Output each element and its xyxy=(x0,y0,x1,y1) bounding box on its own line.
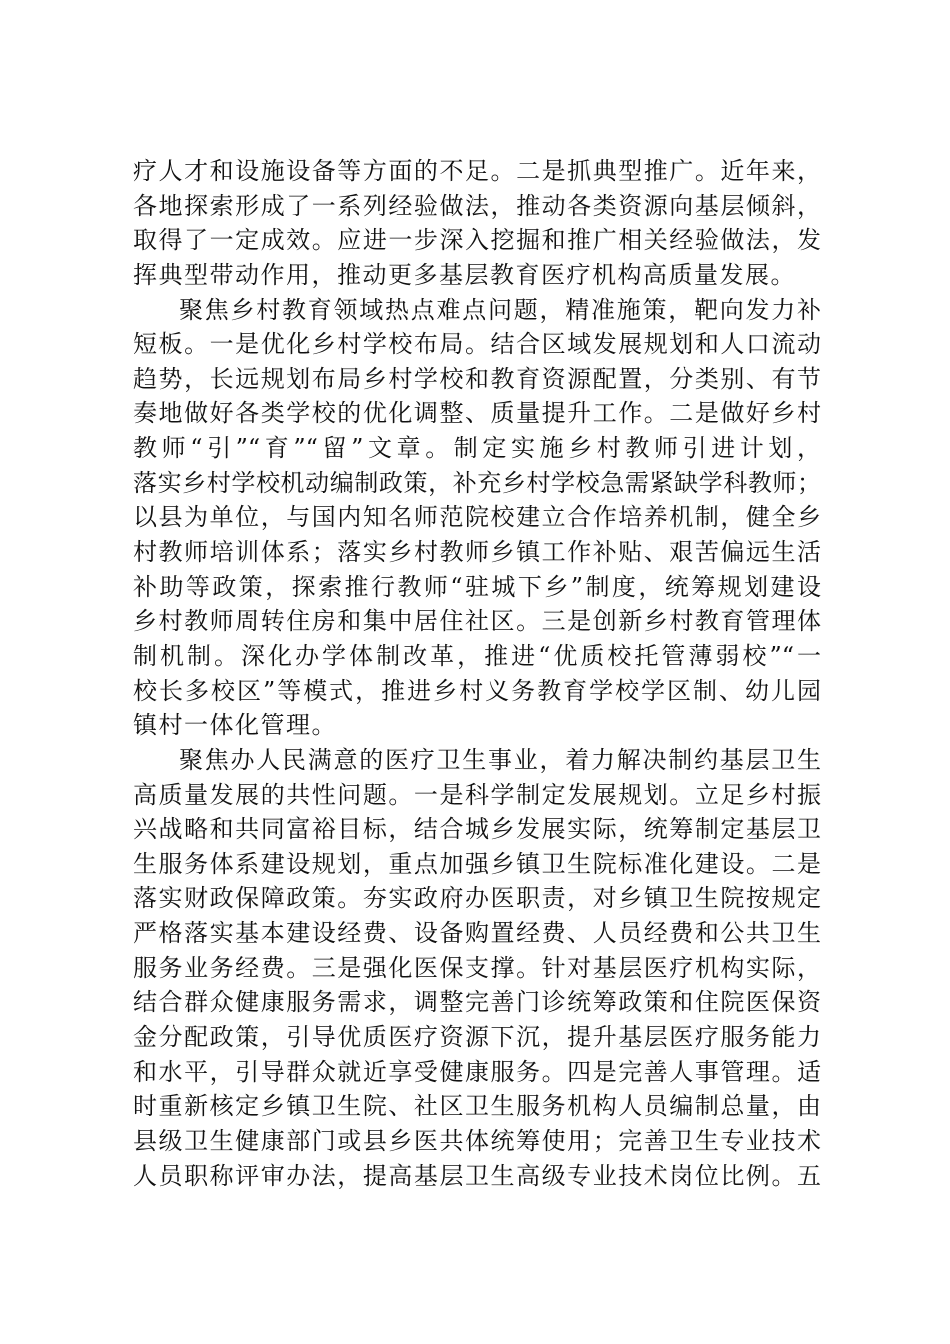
text-line: 时重新核定乡镇卫生院、社区卫生服务机构人员编制总量，由 xyxy=(133,1092,821,1121)
text-line: 取得了一定成效。应进一步深入挖掘和推广相关经验做法，发 xyxy=(133,226,821,255)
text-line: 以县为单位，与国内知名师范院校建立合作培养机制，健全乡 xyxy=(133,503,821,532)
text-line: 村教师培训体系；落实乡村教师乡镇工作补贴、艰苦偏远生活 xyxy=(133,538,821,567)
text-line: 短板。一是优化乡村学校布局。结合区域发展规划和人口流动 xyxy=(133,330,821,359)
text-line: 结合群众健康服务需求，调整完善门诊统筹政策和住院医保资 xyxy=(133,988,821,1017)
paragraph xyxy=(133,743,821,1193)
paragraph xyxy=(133,293,821,743)
text-line: 落实乡村学校机动编制政策，补充乡村学校急需紧缺学科教师； xyxy=(133,468,821,497)
text-line: 镇村一体化管理。 xyxy=(133,711,337,740)
text-line: 严格落实基本建设经费、设备购置经费、人员经费和公共卫生 xyxy=(133,919,821,948)
text-line: 落实财政保障政策。夯实政府办医职责，对乡镇卫生院按规定 xyxy=(133,884,821,913)
text-line: 奏地做好各类学校的优化调整、质量提升工作。二是做好乡村 xyxy=(133,399,821,428)
text-line: 补助等政策，探索推行教师“驻城下乡”制度，统筹规划建设 xyxy=(133,572,821,601)
text-line: 县级卫生健康部门或县乡医共体统筹使用；完善卫生专业技术 xyxy=(133,1126,821,1155)
text-line: 聚焦乡村教育领域热点难点问题，精准施策，靶向发力补 xyxy=(179,295,821,324)
text-line: 乡村教师周转住房和集中居住社区。三是创新乡村教育管理体 xyxy=(133,607,821,636)
text-line: 教师“引”“育”“留”文章。制定实施乡村教师引进计划， xyxy=(133,434,821,463)
text-line: 和水平，引导群众就近享受健康服务。四是完善人事管理。适 xyxy=(133,1057,821,1086)
text-line: 趋势，长远规划布局乡村学校和教育资源配置，分类别、有节 xyxy=(133,364,821,393)
text-line: 挥典型带动作用，推动更多基层教育医疗机构高质量发展。 xyxy=(133,260,796,289)
text-line: 兴战略和共同富裕目标，结合城乡发展实际，统筹制定基层卫 xyxy=(133,815,821,844)
text-line: 制机制。深化办学体制改革，推进“优质校托管薄弱校”“一 xyxy=(133,641,821,670)
text-line: 校长多校区”等模式，推进乡村义务教育学校学区制、幼儿园 xyxy=(133,676,821,705)
paragraph xyxy=(133,154,821,293)
text-line: 服务业务经费。三是强化医保支撑。针对基层医疗机构实际， xyxy=(133,953,821,982)
body-text xyxy=(133,154,821,1193)
text-line: 聚焦办人民满意的医疗卫生事业，着力解决制约基层卫生 xyxy=(179,745,821,774)
text-line: 疗人才和设施设备等方面的不足。二是抓典型推广。近年来， xyxy=(133,157,821,185)
text-line: 金分配政策，引导优质医疗资源下沉，提升基层医疗服务能力 xyxy=(133,1023,821,1052)
text-line: 高质量发展的共性问题。一是科学制定发展规划。立足乡村振 xyxy=(133,780,821,809)
text-line: 人员职称评审办法，提高基层卫生高级专业技术岗位比例。五 xyxy=(133,1161,821,1190)
text-line: 各地探索形成了一系列经验做法，推动各类资源向基层倾斜， xyxy=(133,191,821,220)
text-line: 生服务体系建设规划，重点加强乡镇卫生院标准化建设。二是 xyxy=(133,849,821,878)
